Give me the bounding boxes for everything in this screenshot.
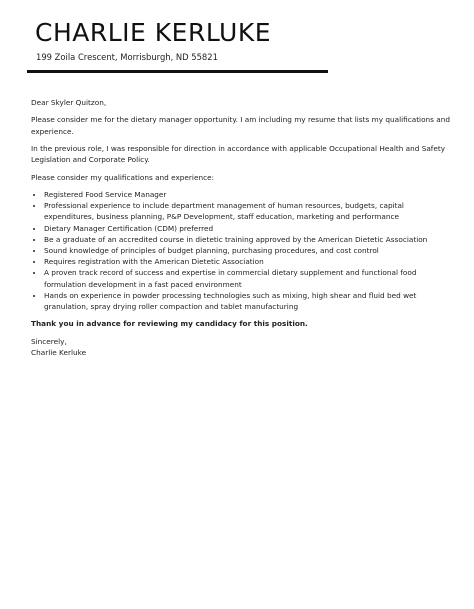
qualifications-list bbox=[31, 189, 451, 312]
letter-body bbox=[31, 97, 451, 358]
list-item: • Registered Food Service Manager bbox=[44, 189, 451, 200]
paragraph-intro: Please consider me for the dietary manager opportunity. I am including my resume that lists my qualifications and experience. bbox=[31, 115, 451, 136]
list-item: • Professional experience to include department management of human resources, budgets, capital expenditures, business planning, P&P Development, staff education, marketing and performance bbox=[44, 200, 451, 222]
salutation: Dear Skyler Quitzon, bbox=[31, 98, 107, 107]
list-item: • Dietary Manager Certification (CDM) preferred bbox=[44, 223, 451, 234]
list-item: • Requires registration with the American Dietetic Association bbox=[44, 256, 451, 267]
paragraph-previous-role: In the previous role, I was responsible for direction in accordance with applicable Occupational Health and Safety Legislation and Corporate Policy. bbox=[31, 143, 446, 165]
thank-you-line: Thank you in advance for reviewing my candidacy for this position. bbox=[31, 319, 308, 329]
applicant-name: CHARLIE KERLUKE bbox=[35, 18, 272, 47]
list-item: • Be a graduate of an accredited course in dietetic training approved by the American Dietetic Association bbox=[44, 234, 451, 245]
list-item: • A proven track record of success and expertise in commercial dietary supplement and functional food formulation development in a fast paced environment bbox=[44, 267, 451, 289]
paragraph-qualifications-lead: Please consider my qualifications and experience: bbox=[31, 172, 215, 182]
applicant-address: 199 Zoila Crescent, Morrisburgh, ND 55821 bbox=[36, 52, 218, 62]
list-item: • Hands on experience in powder processing technologies such as mixing, high shear and fluid bed wet granulation, spray drying roller compaction and tablet manufacturing bbox=[44, 290, 451, 312]
list-item: • Sound knowledge of principles of budget planning, purchasing procedures, and cost control bbox=[44, 245, 451, 256]
signoff: Sincerely, bbox=[31, 336, 67, 346]
header-divider bbox=[27, 70, 328, 73]
signature-name: Charlie Kerluke bbox=[31, 347, 87, 357]
